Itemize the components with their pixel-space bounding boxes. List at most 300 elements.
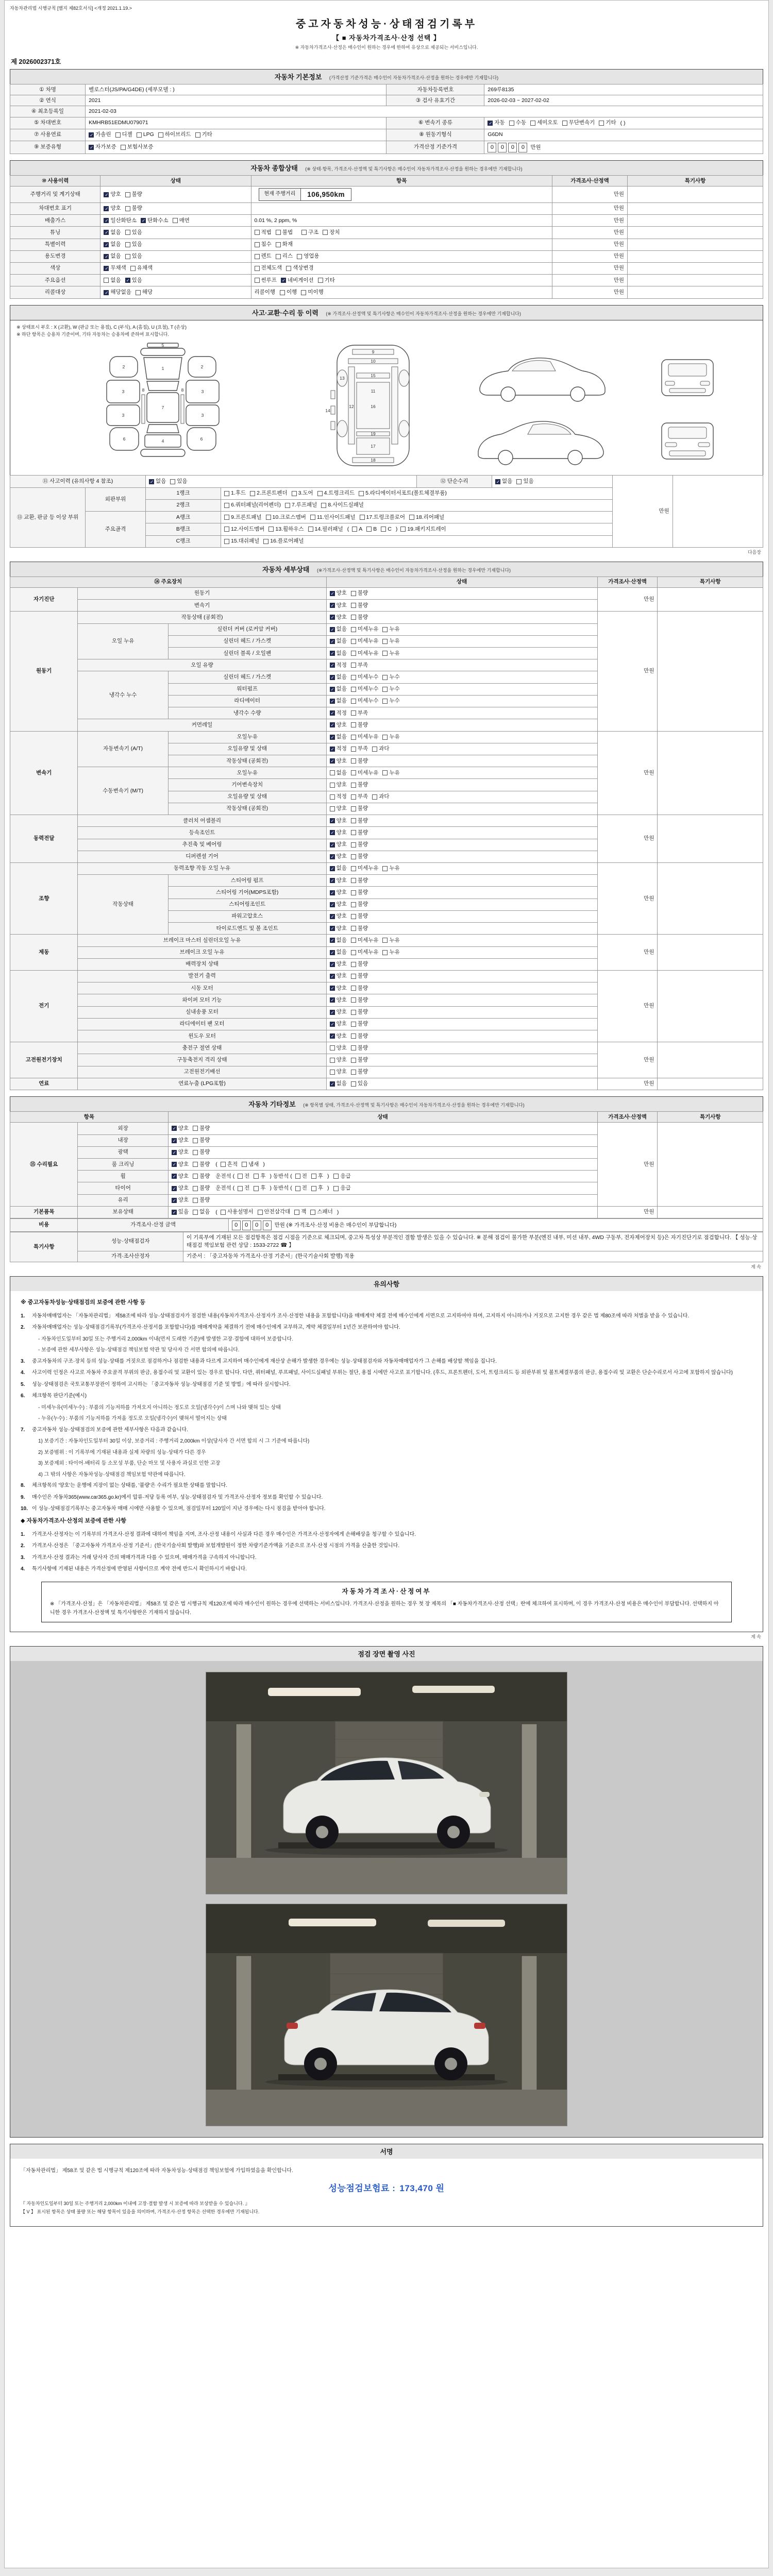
checkbox-label: 양호: [336, 805, 347, 812]
checkbox-누수[interactable]: [382, 673, 399, 681]
cell-text: 2026-02-03 ~ 2027-02-02: [488, 97, 549, 104]
checkbox-LPG[interactable]: [137, 131, 154, 139]
checkbox-양호[interactable]: [330, 912, 347, 920]
checkbox-기타[interactable]: [318, 277, 335, 284]
checkbox-전[interactable]: [295, 1184, 307, 1192]
checkbox-불량[interactable]: [351, 602, 368, 609]
checkbox-미이행[interactable]: [301, 289, 323, 296]
checkbox-후[interactable]: [311, 1173, 323, 1180]
checkbox-없음[interactable]: [330, 673, 347, 681]
cell-text: 만원: [644, 769, 654, 776]
checkbox-양호[interactable]: [172, 1196, 189, 1204]
checkbox-없음[interactable]: [330, 769, 347, 777]
checkbox-적정[interactable]: [330, 745, 347, 753]
checkbox-전체도색[interactable]: [255, 264, 282, 272]
checkbox-label: 스패너: [317, 1209, 333, 1215]
cell-text: 가격조사·산정액: [570, 177, 609, 184]
checkbox-부족[interactable]: [351, 745, 368, 753]
value-cell: [326, 707, 597, 719]
empty-box-icon: [351, 962, 356, 967]
checkbox-미세누유[interactable]: [351, 948, 379, 956]
checkbox-있음[interactable]: [170, 478, 187, 485]
checkbox-7.루프패널[interactable]: [285, 501, 317, 509]
checked-box-icon: [330, 866, 335, 871]
value-cell: [326, 982, 597, 994]
checkbox-label: 없음: [336, 638, 347, 645]
checkbox-불량[interactable]: [351, 912, 368, 920]
checkbox-렌트[interactable]: [255, 252, 272, 260]
checked-box-icon: [172, 1150, 177, 1155]
checkbox-없음[interactable]: [193, 1208, 210, 1216]
form-reference: 자동차관리법 시행규칙 [별지 제82호서식] <개정 2021.1.19.>: [10, 6, 132, 11]
checkbox-미세누수[interactable]: [351, 673, 379, 681]
checkbox-침수[interactable]: [255, 241, 272, 248]
checkbox-미세누수[interactable]: [351, 697, 379, 705]
checkbox-전[interactable]: [238, 1173, 249, 1180]
checkbox-없음[interactable]: [104, 241, 121, 248]
checkbox-누유[interactable]: [382, 948, 399, 956]
empty-box-icon: [352, 527, 357, 532]
checkbox-없음[interactable]: [330, 865, 347, 872]
checkbox-10.크로스멤버[interactable]: [266, 514, 306, 521]
section-photos-title: 점검 장면 촬영 사진: [358, 1650, 415, 1658]
checkbox-label: 없음: [336, 686, 347, 692]
svg-text:2: 2: [122, 364, 125, 370]
checkbox-미세누유[interactable]: [351, 937, 379, 944]
checkbox-불량[interactable]: [351, 996, 368, 1004]
checkbox-양호[interactable]: [172, 1161, 189, 1168]
checkbox-하이브리드[interactable]: [158, 131, 191, 139]
checkbox-양호[interactable]: [330, 996, 347, 1004]
cell-text: 변속기: [194, 602, 210, 608]
warranty-type: [86, 141, 386, 154]
checkbox-없음[interactable]: [104, 277, 121, 284]
checkbox-9.프론트패널[interactable]: [224, 514, 261, 521]
checkbox-없음[interactable]: [495, 478, 512, 485]
checkbox-12.사이드멤버[interactable]: [224, 526, 264, 533]
checkbox-불량[interactable]: [193, 1125, 210, 1132]
checkbox-불량[interactable]: [351, 757, 368, 765]
empty-box-icon: [359, 491, 364, 496]
cell-text: 만원: [644, 1003, 654, 1009]
checkbox-보험사보증[interactable]: [121, 143, 154, 151]
checkbox-불량[interactable]: [193, 1184, 210, 1192]
checkbox-양호[interactable]: [330, 1056, 347, 1064]
checkbox-label: 해당없음: [110, 289, 131, 295]
checkbox-양호[interactable]: [330, 1044, 347, 1052]
cell-text: 커먼레일: [191, 721, 213, 728]
checkbox-장치[interactable]: [323, 229, 340, 236]
checkbox-label: 불량: [199, 1161, 210, 1167]
checkbox-1.후드[interactable]: [224, 489, 246, 497]
checkbox-세미오토[interactable]: [530, 119, 558, 127]
checkbox-미세누유[interactable]: [351, 625, 379, 633]
checkbox-화재[interactable]: [276, 241, 293, 248]
section-history-header: [10, 305, 763, 320]
checkbox-양호[interactable]: [330, 805, 347, 812]
checkbox-미세누유[interactable]: [351, 769, 379, 777]
checkbox-양호[interactable]: [330, 829, 347, 837]
checkbox-전[interactable]: [295, 1173, 307, 1180]
empty-box-icon: [170, 479, 175, 484]
svg-text:3: 3: [201, 389, 204, 395]
checkbox-탄화수소[interactable]: [141, 217, 169, 225]
checkbox-있음[interactable]: [125, 241, 142, 248]
table-row: [10, 262, 763, 274]
checkbox-응급[interactable]: [333, 1173, 350, 1180]
cell-text: 추진축 및 베어링: [182, 841, 222, 848]
checkbox-label: 7.루프패널: [291, 502, 317, 509]
checkbox-미세누유[interactable]: [351, 650, 379, 657]
checkbox-양호[interactable]: [330, 817, 347, 825]
notice-item-number: 1.: [21, 1313, 25, 1319]
checkbox-불량[interactable]: [351, 1068, 368, 1076]
checkbox-4.트렁크리드[interactable]: [317, 489, 355, 497]
checkbox-양호[interactable]: [330, 1032, 347, 1040]
checkbox-누유[interactable]: [382, 637, 399, 645]
checkbox-누유[interactable]: [382, 937, 399, 944]
checkbox-적정[interactable]: [330, 709, 347, 717]
checkbox-잭[interactable]: [294, 1208, 306, 1216]
label-cell: [78, 827, 326, 839]
appraisal-choice-box: [41, 1582, 732, 1622]
checkbox-불량[interactable]: [351, 1008, 368, 1016]
checkbox-디젤[interactable]: [115, 131, 132, 139]
cell-text: 외장: [117, 1125, 128, 1131]
cell-text: 내장: [117, 1137, 128, 1144]
cell-text: 변속기: [36, 769, 52, 776]
empty-box-icon: [351, 902, 356, 907]
checkbox-기타[interactable]: [195, 131, 212, 139]
checkbox-누유[interactable]: [382, 650, 399, 657]
label-cell: [10, 117, 86, 129]
cell-text: 벨로스터(JS/PA/G4DE) (세부모델 : ): [89, 86, 175, 93]
empty-box-icon: [297, 254, 302, 259]
checkbox-불량[interactable]: [351, 960, 368, 968]
checkbox-유채색[interactable]: [130, 264, 153, 272]
checkbox-해당없음[interactable]: [104, 289, 131, 296]
value-cell: [326, 946, 597, 958]
notice-item-text: 자동차매매업자는 「자동차관리법」 제58조에 따라 성능·상태점검자가 점검한 내용(자동차가격조사·산정자가 조사·산정한 내용을 포함합니다)을 매매계약 체결 전에 매수인에게 서면으로 고지하여야 하며, 고지하지 아니하거나 거짓으로 고지한 경우 같은 법 제80조에 따라 처벌을 받을 수 있습니다.: [32, 1313, 690, 1319]
checkbox-적정[interactable]: [330, 793, 347, 801]
checkbox-양호[interactable]: [330, 853, 347, 860]
checkbox-부족[interactable]: [351, 793, 368, 801]
checkbox-누유[interactable]: [382, 625, 399, 633]
checkbox-8.사이드실패널[interactable]: [321, 501, 364, 509]
checkbox-없음[interactable]: [330, 733, 347, 741]
checkbox-매연[interactable]: [173, 217, 190, 225]
checkbox-불량[interactable]: [351, 889, 368, 896]
checkbox-불량[interactable]: [193, 1196, 210, 1204]
checkbox-label: 양호: [336, 602, 347, 608]
notice-item: [21, 1392, 752, 1400]
checkbox-없음[interactable]: [330, 650, 347, 657]
checkbox-불량[interactable]: [351, 829, 368, 837]
checkbox-가솔린[interactable]: [89, 131, 111, 139]
notice-item-number: 8.: [21, 1483, 25, 1489]
notice-item: [21, 1312, 752, 1320]
checkbox-불량[interactable]: [351, 1044, 368, 1052]
checkbox-불량[interactable]: [351, 877, 368, 885]
checkbox-불량[interactable]: [351, 1032, 368, 1040]
checkbox-19.패키지트레이[interactable]: [400, 526, 446, 533]
checkbox-있음[interactable]: [516, 478, 533, 485]
checkbox-일산화탄소[interactable]: [104, 217, 137, 225]
checkbox-영업용[interactable]: [297, 252, 319, 260]
checkbox-2.프론트펜더[interactable]: [250, 489, 287, 497]
checkbox-양호[interactable]: [330, 1008, 347, 1016]
checkbox-15.대쉬패널[interactable]: [224, 537, 259, 545]
label-cell: [145, 487, 221, 499]
checkbox-없음[interactable]: [149, 478, 166, 485]
checkbox-label: 양호: [336, 614, 347, 620]
checkbox-불법[interactable]: [276, 229, 293, 236]
checkbox-있음[interactable]: [125, 252, 142, 260]
checked-box-icon: [330, 997, 335, 1003]
checkbox-불량[interactable]: [351, 781, 368, 789]
checkbox-label: 없음: [336, 937, 347, 943]
cell-text: ⑭ 주요장치: [154, 579, 182, 585]
checkbox-18.리어패널[interactable]: [409, 514, 444, 521]
checkbox-13.휠하우스[interactable]: [268, 526, 304, 533]
checkbox-없음[interactable]: [104, 252, 121, 260]
empty-box-icon: [351, 651, 356, 656]
cell-text: 기어변속장치: [231, 781, 263, 788]
label-cell: [168, 779, 326, 791]
checkbox-불량[interactable]: [351, 1020, 368, 1028]
checkbox-양호[interactable]: [104, 191, 121, 198]
checkbox-적법[interactable]: [255, 229, 272, 236]
checkbox-16.플로어패널[interactable]: [263, 537, 304, 545]
checkbox-label: 적정: [336, 793, 347, 800]
checkbox-수동[interactable]: [509, 119, 526, 127]
checkbox-안전삼각대[interactable]: [258, 1208, 291, 1216]
checkbox-미세누수[interactable]: [351, 685, 379, 693]
checkbox-양호[interactable]: [330, 757, 347, 765]
checkbox-흔적[interactable]: [221, 1161, 238, 1168]
empty-box-icon: [224, 527, 229, 532]
checkbox-색상변경[interactable]: [286, 264, 314, 272]
checkbox-label: 양호: [336, 1069, 347, 1075]
checkbox-부족[interactable]: [351, 662, 368, 669]
checkbox-없음[interactable]: [330, 637, 347, 645]
checked-box-icon: [89, 132, 94, 138]
checkbox-불량[interactable]: [193, 1161, 210, 1168]
checkbox-없음[interactable]: [330, 685, 347, 693]
checkbox-불량[interactable]: [351, 721, 368, 729]
checkbox-썬루프[interactable]: [255, 277, 277, 284]
checkbox-양호[interactable]: [330, 972, 347, 980]
checkbox-불량[interactable]: [351, 614, 368, 621]
checkbox-양호[interactable]: [330, 925, 347, 933]
checkbox-양호[interactable]: [330, 721, 347, 729]
notice-item: [21, 1494, 752, 1502]
cell-text: 만원: [644, 895, 654, 902]
checkbox-전[interactable]: [238, 1184, 249, 1192]
cell-text: 조향: [39, 895, 49, 902]
checkbox-이행[interactable]: [280, 289, 297, 296]
checkbox-응급[interactable]: [333, 1184, 350, 1192]
checkbox-14.필러패널[interactable]: [308, 526, 343, 533]
cell-text: ⑤ 차대번호: [34, 120, 61, 126]
checkbox-양호[interactable]: [330, 901, 347, 908]
checkbox-없음[interactable]: [330, 625, 347, 633]
checkbox-11.인사이드패널[interactable]: [310, 514, 356, 521]
checkbox-기타[interactable]: [599, 119, 616, 127]
cell-text: ): [337, 1209, 339, 1215]
checkbox-label: 불량: [357, 853, 368, 860]
checkbox-B[interactable]: [366, 526, 377, 533]
empty-box-icon: [125, 206, 130, 211]
empty-box-icon: [351, 699, 356, 704]
checkbox-자가보증[interactable]: [89, 143, 116, 151]
checkbox-불량[interactable]: [351, 817, 368, 825]
empty-box-icon: [238, 1186, 243, 1191]
checkbox-자동[interactable]: [488, 119, 505, 127]
checkbox-누수[interactable]: [382, 685, 399, 693]
history-table: [10, 475, 763, 547]
checkbox-불량[interactable]: [351, 805, 368, 812]
checkbox-구조[interactable]: [301, 229, 318, 236]
checkbox-A[interactable]: [352, 526, 362, 533]
checkbox-없음[interactable]: [330, 937, 347, 944]
checkbox-양호[interactable]: [330, 877, 347, 885]
empty-box-icon: [294, 1210, 299, 1215]
checkbox-불량[interactable]: [125, 191, 142, 198]
checkbox-양호[interactable]: [172, 1125, 189, 1132]
checkbox-양호[interactable]: [330, 614, 347, 621]
checkbox-누유[interactable]: [382, 865, 399, 872]
cell-text: 오일누유: [237, 734, 258, 740]
checkbox-label: 자가보증: [95, 144, 116, 150]
section-history: [10, 305, 763, 555]
checkbox-양호[interactable]: [330, 589, 347, 597]
checkbox-C[interactable]: [381, 526, 392, 533]
label-cell: [168, 635, 326, 647]
checkbox-불량[interactable]: [351, 1056, 368, 1064]
svg-text:15: 15: [370, 373, 376, 379]
checkbox-5.라디에이터서포트(볼트체결부품)[interactable]: [359, 489, 447, 497]
checkbox-불량[interactable]: [193, 1148, 210, 1156]
cell-text: 1랭크: [176, 490, 190, 497]
label-cell: [78, 1042, 326, 1054]
checkbox-누유[interactable]: [382, 769, 399, 777]
cell-text: 윈도우 모터: [188, 1032, 216, 1039]
checkbox-부족[interactable]: [351, 709, 368, 717]
checkbox-양호[interactable]: [330, 1068, 347, 1076]
empty-box-icon: [382, 938, 388, 943]
checkbox-불량[interactable]: [351, 985, 368, 992]
checkbox-불량[interactable]: [193, 1137, 210, 1144]
price-cell: [552, 286, 627, 298]
checkbox-양호[interactable]: [330, 960, 347, 968]
checkbox-과다[interactable]: [372, 793, 389, 801]
checkbox-불량[interactable]: [351, 925, 368, 933]
checkbox-불량[interactable]: [351, 972, 368, 980]
cell-text: 오일 누유: [111, 638, 135, 645]
checkbox-리스[interactable]: [276, 252, 293, 260]
checkbox-6.쿼터패널(리어펜더)[interactable]: [224, 501, 281, 509]
checkbox-양호[interactable]: [172, 1137, 189, 1144]
checkbox-스패너[interactable]: [310, 1208, 332, 1216]
checkbox-양호[interactable]: [104, 205, 121, 212]
table-row: [10, 95, 763, 106]
checkbox-불량[interactable]: [351, 901, 368, 908]
checkbox-label: 리스: [282, 253, 293, 260]
checkbox-불량[interactable]: [351, 589, 368, 597]
checkbox-3.도어[interactable]: [292, 489, 313, 497]
checkbox-해당[interactable]: [136, 289, 153, 296]
checkbox-17.트렁크플로어[interactable]: [360, 514, 405, 521]
checkbox-양호[interactable]: [330, 889, 347, 896]
checkbox-불량[interactable]: [193, 1173, 210, 1180]
cell-text: B랭크: [176, 526, 191, 532]
checkbox-무채색[interactable]: [104, 264, 126, 272]
checkbox-불량[interactable]: [125, 205, 142, 212]
checkbox-양호[interactable]: [330, 781, 347, 789]
checkbox-후[interactable]: [311, 1184, 323, 1192]
checkbox-없음[interactable]: [330, 1080, 347, 1088]
page-title: 중고자동차성능·상태점검기록부: [295, 19, 478, 30]
checkbox-label: 불량: [357, 985, 368, 991]
cell-text: (: [214, 1161, 217, 1167]
cell-text: 실린더 헤드 / 가스켓: [223, 673, 272, 680]
checkbox-누수[interactable]: [382, 697, 399, 705]
checkbox-사용설명서[interactable]: [221, 1208, 254, 1216]
checkbox-양호[interactable]: [172, 1173, 189, 1180]
checkbox-label: 양호: [336, 973, 347, 979]
checked-box-icon: [104, 218, 109, 223]
checkbox-냄새[interactable]: [242, 1161, 259, 1168]
empty-box-icon: [351, 890, 356, 895]
checkbox-양호[interactable]: [330, 985, 347, 992]
checkbox-불량[interactable]: [351, 853, 368, 860]
checkbox-미세누유[interactable]: [351, 637, 379, 645]
checkbox-있음[interactable]: [125, 277, 142, 284]
checkbox-없음[interactable]: [330, 697, 347, 705]
checkbox-양호[interactable]: [330, 1020, 347, 1028]
checkbox-양호[interactable]: [330, 602, 347, 609]
table-row: [10, 187, 763, 203]
checkbox-적정[interactable]: [330, 662, 347, 669]
checkbox-후[interactable]: [254, 1173, 265, 1180]
cell-text: 유리: [117, 1197, 128, 1204]
label-cell: [168, 910, 326, 922]
cell-text: 고전원전기장치: [25, 1056, 62, 1063]
checkbox-있음[interactable]: [172, 1208, 189, 1216]
checkbox-양호[interactable]: [172, 1184, 189, 1192]
checkbox-무단변속기[interactable]: [562, 119, 595, 127]
checkbox-양호[interactable]: [330, 841, 347, 849]
empty-box-icon: [351, 997, 356, 1003]
checkbox-미세누유[interactable]: [351, 865, 379, 872]
checkbox-있음[interactable]: [351, 1080, 368, 1088]
checkbox-label: 불량: [131, 205, 142, 212]
checkbox-과다[interactable]: [372, 745, 389, 753]
checkbox-후[interactable]: [254, 1184, 265, 1192]
checkbox-양호[interactable]: [172, 1148, 189, 1156]
remarks-cell: [628, 227, 763, 239]
checkbox-미세누유[interactable]: [351, 733, 379, 741]
checkbox-없음[interactable]: [104, 229, 121, 236]
checkbox-네비게이션[interactable]: [281, 277, 314, 284]
checkbox-없음[interactable]: [330, 948, 347, 956]
checkbox-누유[interactable]: [382, 733, 399, 741]
checkbox-불량[interactable]: [351, 841, 368, 849]
cell-text: 클러치 어셈블리: [183, 817, 221, 824]
checkbox-label: 적정: [336, 709, 347, 716]
checkbox-있음[interactable]: [125, 229, 142, 236]
